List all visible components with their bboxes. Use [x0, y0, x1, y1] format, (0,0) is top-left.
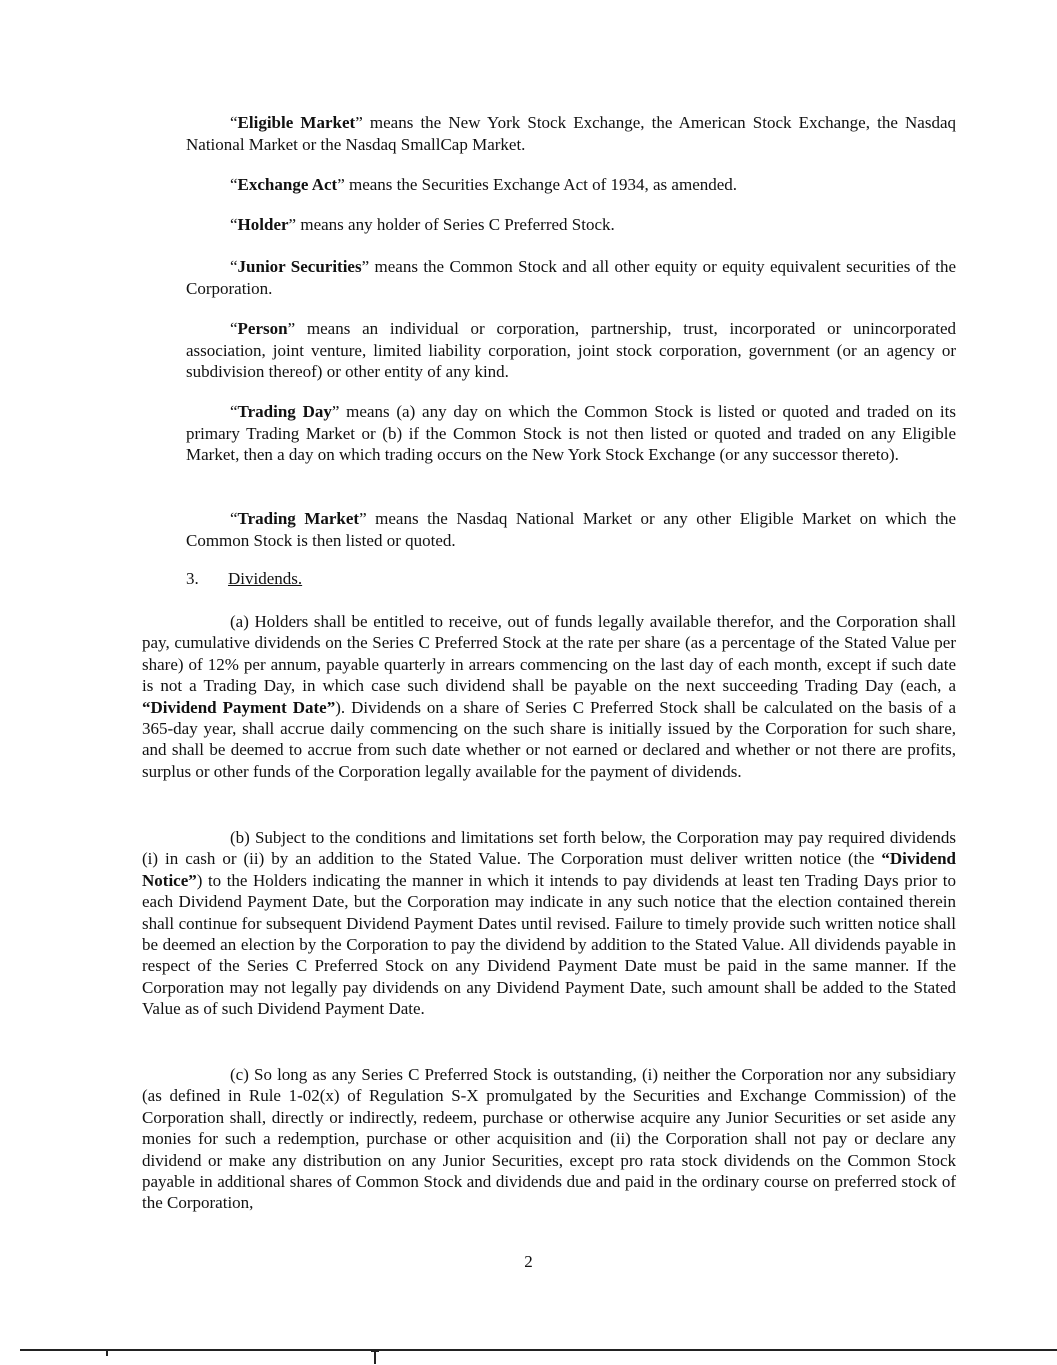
- defined-term: Holder: [237, 215, 289, 234]
- definition-text: means (a) any day on which the Common Stock is listed or quoted and traded on its primary Trading Market or (b) if the Common Stock is not then listed or quoted and traded on any Eligible Market, then a day on which trading occurs on the New York Stock Exchange (or any successor thereto).: [186, 402, 956, 464]
- defined-term: Junior Securities: [237, 257, 362, 276]
- definition-person: “Person” means an individual or corporation, partnership, trust, incorporated or unincorporated association, joint venture, limited liability corporation, joint stock corporation, government (or an agency or subdivision thereof) or other entity of any kind.: [186, 319, 956, 381]
- defined-term: Exchange Act: [237, 175, 338, 194]
- definition-text: means the Nasdaq National Market or any other Eligible Market on which the Common Stock is then listed or quoted.: [186, 509, 956, 550]
- page-bottom-rule: [20, 1349, 1057, 1351]
- definition-text: means the Securities Exchange Act of 1934, as amended.: [344, 175, 738, 194]
- rule-tick-mark-small: [106, 1350, 108, 1356]
- definition-trading-day: “Trading Day” means (a) any day on which the Common Stock is listed or quoted and traded on its primary Trading Market or (b) if the Common Stock is not then listed or quoted and traded on any Eligible Market, then a day on which trading occurs on the New York Stock Exchange (or any successor thereto).: [186, 402, 956, 464]
- rule-tick-bar: [371, 1350, 379, 1352]
- defined-term: Trading Day: [237, 402, 332, 421]
- definition-holder: “Holder” means any holder of Series C Preferred Stock.: [230, 215, 615, 234]
- definition-junior-securities: “Junior Securities” means the Common Stock and all other equity or equity equivalent securities of the Corporation.: [186, 257, 956, 298]
- section-title: Dividends.: [228, 569, 303, 588]
- paragraph-c: (c) So long as any Series C Preferred Stock is outstanding, (i) neither the Corporation nor any subsidiary (as defined in Rule 1-02(x) of Regulation S-X promulgated by the Securities and Exchange Commission) of the Corporation shall, directly or indirectly, redeem, purchase or otherwise acquire any Junior Securities or set aside any monies for such a redemption, purchase or other acquisition and (ii) the Corporation shall not pay or declare any dividend or make any distribution on any Junior Securities, except pro rata stock dividends on the Common Stock payable in additional shares of Common Stock and dividends due and paid in the ordinary course on preferred stock of the Corporation,: [142, 1065, 956, 1213]
- defined-term: Eligible Market: [237, 113, 356, 132]
- page-number: 2: [524, 1252, 533, 1271]
- defined-term: Trading Market: [237, 509, 360, 528]
- rule-tick-mark: [374, 1350, 376, 1364]
- definition-exchange-act: “Exchange Act” means the Securities Exchange Act of 1934, as amended.: [230, 175, 738, 194]
- defined-term: Person: [237, 319, 288, 338]
- paragraph-a: (a) Holders shall be entitled to receive, out of funds legally available therefor, and the Corporation shall pay, cumulative dividends on the Series C Preferred Stock at the rate per share (as a percentage of the Stated Value per share) of 12% per annum, payable quarterly in arrears commencing on the last day of each month, except if such date is not a Trading Day, in which case such dividend shall be payable on the next succeeding Trading Day (each, a “Dividend Payment Date”). Dividends on a share of Series C Preferred Stock shall be calculated on the basis of a 365-day year, shall accrue daily commencing on the such share is initially issued by the Corporation for such share, and shall be deemed to accrue from such date whether or not earned or declared and whether or not there are profits, surplus or other funds of the Corporation legally available for the payment of dividends.: [142, 612, 956, 781]
- definition-text: means the New York Stock Exchange, the American Stock Exchange, the Nasdaq National Market or the Nasdaq SmallCap Market.: [186, 113, 957, 154]
- definition-eligible-market: “Eligible Market” means the New York Stock Exchange, the American Stock Exchange, the Nasdaq National Market or the Nasdaq SmallCap Market.: [186, 113, 957, 154]
- defined-term: Dividend Notice: [142, 849, 956, 890]
- section-number: 3.: [186, 569, 199, 588]
- definition-text: means an individual or corporation, partnership, trust, incorporated or unincorporated association, joint venture, limited liability corporation, joint stock corporation, government (or an agency or subdivision thereof) or other entity of any kind.: [186, 319, 956, 381]
- section-heading: [186, 568, 302, 590]
- definition-text: means the Common Stock and all other equity or equity equivalent securities of the Corporation.: [186, 257, 956, 298]
- paragraph-b: (b) Subject to the conditions and limitations set forth below, the Corporation may pay required dividends (i) in cash or (ii) by an addition to the Stated Value. The Corporation must deliver written notice (the “Dividend Notice”) to the Holders indicating the manner in which it intends to pay dividends at least ten Trading Days prior to each Dividend Payment Date, but the Corporation may indicate in any such notice that the election contained therein shall continue for subsequent Dividend Payment Dates until revised. Failure to timely provide such written notice shall be deemed an election by the Corporation to pay the dividend by addition to the Stated Value. All dividends payable in respect of the Series C Preferred Stock on any Dividend Payment Date must be paid in the same manner. If the Corporation may not legally pay dividends on any Dividend Payment Date, such amount shall be added to the Stated Value as of such Dividend Payment Date.: [142, 828, 956, 1019]
- definition-text: means any holder of Series C Preferred Stock.: [296, 215, 615, 234]
- definition-trading-market: “Trading Market” means the Nasdaq National Market or any other Eligible Market on which the Common Stock is then listed or quoted.: [186, 509, 956, 550]
- defined-term: Dividend Payment Date: [150, 697, 327, 717]
